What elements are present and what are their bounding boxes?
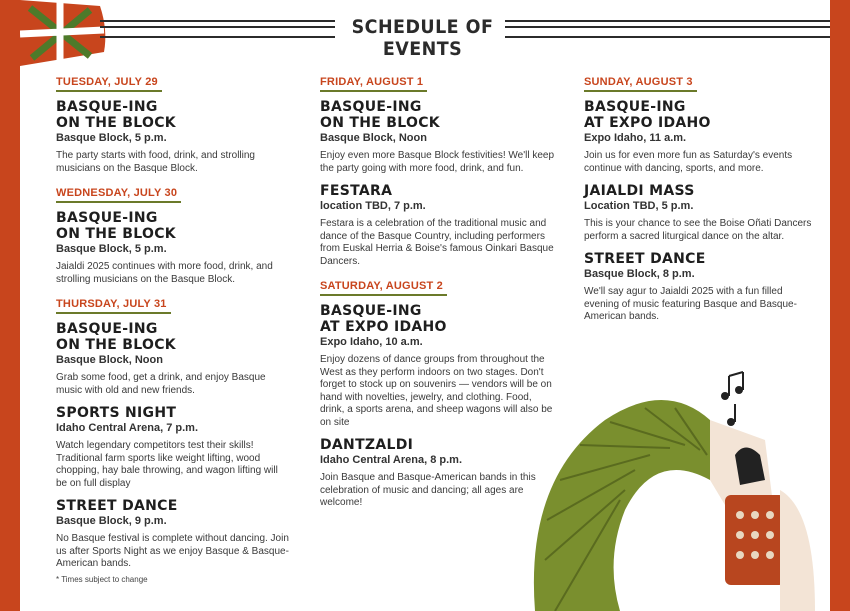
event-item	[56, 498, 291, 571]
event-title: JAIALDI MASS	[584, 183, 695, 199]
event-description: Join Basque and Basque-American bands in this celebration of music and dancing; all ages are welcome!	[320, 472, 536, 508]
schedule-column-2	[320, 72, 555, 518]
title-rule-right	[505, 20, 830, 38]
event-title: DANTZALDI	[320, 437, 414, 453]
event-location: Idaho Central Arena, 8 p.m.	[320, 454, 463, 466]
page-title: SCHEDULE OF EVENTS	[351, 16, 494, 60]
event-item	[320, 99, 555, 175]
day-heading: FRIDAY, AUGUST 1	[320, 76, 427, 92]
music-notes-icon	[721, 372, 743, 426]
title-rule-left	[100, 20, 335, 38]
title-bar	[100, 14, 830, 60]
day-heading: TUESDAY, JULY 29	[56, 76, 162, 92]
event-location: Basque Block, 5 p.m.	[56, 132, 167, 144]
event-item	[320, 303, 555, 429]
event-description: Watch legendary competitors test their skills! Traditional farm sports like weight lifting, wood chopping, hay bale throwing, and wagon lifting will be on full display	[56, 440, 278, 489]
event-title: BASQUE-ING ON THE BLOCK	[56, 99, 176, 131]
event-location: Idaho Central Arena, 7 p.m.	[56, 422, 199, 434]
event-description: Festara is a celebration of the traditional music and dance of the Basque Country, including performers from Euskal Herria & Boise's famous Oinkari Basque Dancers.	[320, 218, 554, 267]
event-title: STREET DANCE	[56, 498, 178, 514]
day-heading: SUNDAY, AUGUST 3	[584, 76, 697, 92]
event-item	[584, 251, 819, 324]
event-title: SPORTS NIGHT	[56, 405, 177, 421]
event-description: Grab some food, get a drink, and enjoy Basque music with old and new friends.	[56, 372, 266, 396]
accordion-player-illustration	[525, 360, 830, 611]
event-description: Enjoy dozens of dance groups from throughout the West as they perform indoors on two stages. Don't forget to stock up on souvenirs — vendors will be on hand with novelties, jewelry, and clothing. Food, drink, a sports arena, and sheep wagons will also be on site	[320, 354, 553, 428]
event-location: Basque Block, Noon	[320, 132, 427, 144]
event-description: No Basque festival is complete without dancing. Join us after Sports Night as we enjoy Basque & Basque-American bands.	[56, 533, 289, 569]
event-title: BASQUE-ING AT EXPO IDAHO	[584, 99, 711, 131]
day-heading: THURSDAY, JULY 31	[56, 298, 171, 314]
frame-right-border	[830, 0, 850, 611]
event-item	[584, 99, 819, 175]
event-location: Basque Block, 9 p.m.	[56, 515, 167, 527]
event-title: BASQUE-ING ON THE BLOCK	[56, 321, 176, 353]
event-description: The party starts with food, drink, and strolling musicians on the Basque Block.	[56, 150, 255, 174]
event-location: Basque Block, Noon	[56, 354, 163, 366]
event-item	[56, 99, 291, 175]
event-description: Jaialdi 2025 continues with more food, drink, and strolling musicians on the Basque Block.	[56, 261, 273, 285]
event-title: BASQUE-ING ON THE BLOCK	[320, 99, 440, 131]
event-location: Basque Block, 5 p.m.	[56, 243, 167, 255]
day-heading: SATURDAY, AUGUST 2	[320, 280, 447, 296]
frame-left-border	[0, 0, 20, 611]
event-location: Expo Idaho, 10 a.m.	[320, 336, 423, 348]
event-title: FESTARA	[320, 183, 393, 199]
event-location: location TBD, 7 p.m.	[320, 200, 426, 212]
footnote: * Times subject to change	[56, 575, 148, 584]
event-location: Expo Idaho, 11 a.m.	[584, 132, 687, 144]
event-description: Enjoy even more Basque Block festivities! We'll keep the party going with more food, drink, and fun.	[320, 150, 555, 174]
event-title: STREET DANCE	[584, 251, 706, 267]
event-location: Location TBD, 5 p.m.	[584, 200, 694, 212]
schedule-column-1	[56, 72, 291, 579]
event-description: Join us for even more fun as Saturday's events continue with dancing, sports, and more.	[584, 150, 793, 174]
event-location: Basque Block, 8 p.m.	[584, 268, 695, 280]
schedule-column-3	[584, 72, 819, 332]
event-title: BASQUE-ING AT EXPO IDAHO	[320, 303, 447, 335]
event-title: BASQUE-ING ON THE BLOCK	[56, 210, 176, 242]
event-item	[320, 437, 555, 510]
event-description: This is your chance to see the Boise Oñati Dancers perform a sacred liturgical dance on the altar.	[584, 218, 812, 242]
event-item	[584, 183, 819, 243]
event-item	[56, 321, 291, 397]
event-item	[320, 183, 555, 268]
event-item	[56, 405, 291, 490]
basque-flag-icon	[20, 0, 110, 68]
event-item	[56, 210, 291, 286]
event-description: We'll say agur to Jaialdi 2025 with a fun filled evening of music featuring Basque and Basque-American bands.	[584, 286, 797, 322]
day-heading: WEDNESDAY, JULY 30	[56, 187, 181, 203]
